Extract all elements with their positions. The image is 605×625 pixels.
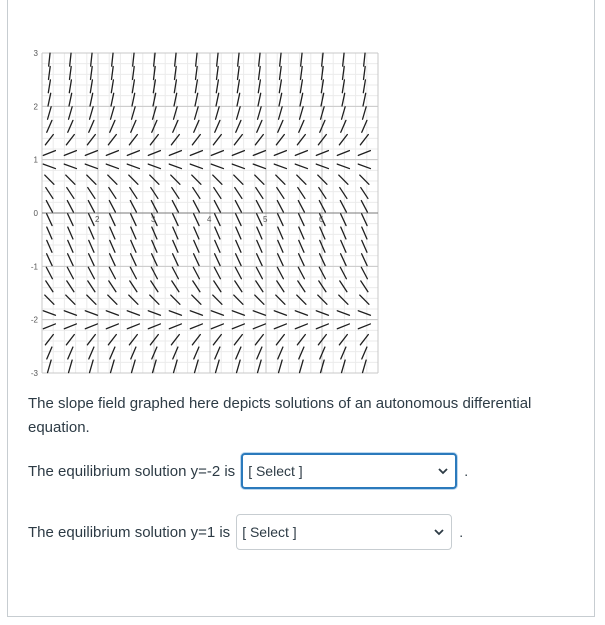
slope-segment [358, 164, 370, 168]
chevron-down-icon [434, 527, 444, 537]
slope-segment [235, 188, 242, 199]
slope-segment [236, 240, 241, 252]
slope-segment [175, 53, 176, 66]
slope-segment [45, 135, 53, 145]
slope-segment [88, 188, 95, 199]
slope-segment [195, 80, 197, 93]
slope-segment [362, 120, 367, 132]
slope-segment [257, 120, 262, 132]
y-tick-label: 3 [33, 49, 38, 58]
x-tick-label: 6 [319, 215, 324, 224]
slope-segment [339, 135, 347, 145]
slope-segment [234, 175, 243, 184]
slope-segment [234, 335, 242, 345]
slope-segment [68, 227, 73, 239]
slope-segment [216, 80, 218, 93]
slope-segment [259, 67, 261, 80]
y-tick-label: 0 [33, 209, 38, 218]
slope-segment [364, 53, 365, 66]
slope-segment [172, 281, 179, 292]
slope-segment [257, 347, 262, 359]
slope-segment [295, 311, 307, 315]
slope-segment [190, 324, 202, 329]
slope-segment [213, 175, 222, 184]
slope-segment [169, 151, 181, 156]
slope-segment [87, 175, 96, 184]
equilibrium-neg2-select[interactable] [241, 453, 457, 489]
question-label-2: The equilibrium solution y=1 is [28, 523, 231, 541]
slope-segment [274, 324, 286, 329]
slope-segment [295, 324, 307, 329]
slope-segment [277, 188, 284, 199]
slope-segment [256, 188, 263, 199]
slope-segment [279, 80, 281, 93]
slope-segment [190, 311, 202, 315]
slope-segment [64, 164, 76, 168]
slope-segment [298, 281, 305, 292]
slope-segment [232, 311, 244, 315]
slope-segment [130, 281, 137, 292]
slope-segment [255, 135, 263, 145]
slope-segment [106, 151, 118, 156]
slope-segment [278, 120, 283, 132]
slope-segment [215, 347, 220, 359]
slope-segment [297, 135, 305, 145]
slope-segment [89, 240, 94, 252]
slope-segment [130, 188, 137, 199]
slope-segment [87, 295, 96, 304]
slope-segment [112, 53, 113, 66]
slope-segment [339, 295, 348, 304]
slope-segment [362, 347, 367, 359]
slope-segment [343, 53, 344, 66]
slope-segment [213, 335, 221, 345]
slope-segment [87, 335, 95, 345]
slope-segment [66, 135, 74, 145]
slope-segment [88, 281, 95, 292]
slope-segment [67, 188, 74, 199]
x-tick-label: 2 [95, 215, 100, 224]
slope-segment [215, 120, 220, 132]
slope-segment [68, 240, 73, 252]
slope-segment [235, 281, 242, 292]
slope-segment [360, 175, 369, 184]
slope-segment [217, 53, 218, 66]
slope-segment [341, 227, 346, 239]
slope-segment [47, 227, 52, 239]
slope-segment [129, 335, 137, 345]
slope-segment [215, 227, 220, 239]
slope-segment [171, 135, 179, 145]
slope-segment [173, 240, 178, 252]
slope-segment [363, 80, 365, 93]
slope-segment [258, 80, 260, 93]
slope-segment [47, 240, 52, 252]
slope-segment [300, 80, 302, 93]
slope-segment [91, 53, 92, 66]
slope-segment [362, 240, 367, 252]
slope-segment [47, 347, 52, 359]
slope-segment [337, 151, 349, 156]
slope-segment [297, 175, 306, 184]
slope-segment [190, 151, 202, 156]
slope-segment [46, 188, 53, 199]
slope-segment [169, 311, 181, 315]
slope-segment [340, 281, 347, 292]
slope-segment [214, 281, 221, 292]
question-row-1 [28, 453, 468, 489]
slope-segment [132, 80, 134, 93]
slope-segment [337, 164, 349, 168]
slope-segment [358, 151, 370, 156]
slope-segment [278, 227, 283, 239]
period-2: . [459, 524, 464, 540]
slope-segment [173, 347, 178, 359]
slope-segment [234, 295, 243, 304]
slope-segment [129, 135, 137, 145]
slope-segment [214, 188, 221, 199]
y-tick-label: -2 [30, 315, 38, 325]
slope-segment [190, 164, 202, 168]
slope-segment [358, 311, 370, 315]
slope-segment [341, 120, 346, 132]
slope-segment [133, 67, 135, 80]
slope-segment [232, 324, 244, 329]
slope-segment [45, 175, 54, 184]
slope-segment [301, 53, 302, 66]
slope-segment [129, 175, 138, 184]
slope-segment [340, 188, 347, 199]
slope-segment [89, 347, 94, 359]
slope-segment [337, 324, 349, 329]
x-tick-label: 5 [263, 215, 268, 224]
slope-segment [67, 281, 74, 292]
slope-segment [64, 311, 76, 315]
slope-segment [68, 347, 73, 359]
slope-segment [298, 188, 305, 199]
question-prompt: The slope field graphed here depicts solutions of an autonomous differential equation. [28, 395, 532, 436]
slope-segment [91, 67, 93, 80]
slope-segment [169, 324, 181, 329]
slope-segment [47, 120, 52, 132]
slope-segment [255, 335, 263, 345]
slope-segment [339, 335, 347, 345]
slope-segment [297, 295, 306, 304]
slope-segment [172, 188, 179, 199]
y-tick-label: -3 [30, 369, 38, 378]
slope-segment [110, 227, 115, 239]
slope-segment [295, 151, 307, 156]
slope-segment [213, 135, 221, 145]
slope-segment [49, 67, 51, 80]
slope-segment [360, 295, 369, 304]
slope-segment [215, 240, 220, 252]
slope-segment [257, 227, 262, 239]
slope-segment [364, 67, 366, 80]
slope-segment [196, 67, 198, 80]
slope-segment [109, 281, 116, 292]
slope-segment [280, 53, 281, 66]
slope-field-plot [26, 43, 382, 383]
y-tick-label: 2 [33, 102, 38, 112]
slope-segment [46, 281, 53, 292]
slope-segment [278, 240, 283, 252]
slope-segment [278, 347, 283, 359]
question-row-2 [28, 514, 463, 550]
y-tick-label: -1 [30, 262, 38, 272]
select-value-1: [ Select ] [248, 463, 303, 479]
slope-segment [256, 281, 263, 292]
slope-segment [64, 151, 76, 156]
slope-segment [129, 295, 138, 304]
slope-segment [192, 175, 201, 184]
slope-segment [109, 188, 116, 199]
slope-segment [274, 164, 286, 168]
slope-segment [169, 164, 181, 168]
select-value-2: [ Select ] [242, 524, 297, 540]
slope-segment [255, 175, 264, 184]
slope-segment [112, 67, 114, 80]
slope-segment [127, 324, 139, 329]
slope-segment [236, 347, 241, 359]
chevron-down-icon [438, 466, 448, 476]
slope-segment [89, 120, 94, 132]
slope-segment [297, 335, 305, 345]
slope-segment [173, 227, 178, 239]
y-tick-label: 1 [33, 155, 38, 165]
slope-segment [90, 80, 92, 93]
slope-segment [232, 164, 244, 168]
slope-segment [295, 164, 307, 168]
slope-segment [110, 347, 115, 359]
slope-segment [70, 67, 72, 80]
slope-segment [274, 311, 286, 315]
slope-segment [66, 295, 75, 304]
slope-segment [341, 347, 346, 359]
slope-segment [196, 53, 197, 66]
slope-segment [106, 164, 118, 168]
slope-segment [274, 151, 286, 156]
question-label-1: The equilibrium solution y=-2 is [28, 462, 236, 480]
slope-segment [45, 335, 53, 345]
period-1: . [464, 463, 469, 479]
slope-segment [111, 80, 113, 93]
slope-segment [194, 347, 199, 359]
slope-segment [362, 227, 367, 239]
slope-segment [358, 324, 370, 329]
slope-segment [257, 240, 262, 252]
x-tick-label: 3 [151, 215, 156, 224]
slope-segment [127, 164, 139, 168]
slope-segment [171, 295, 180, 304]
slope-segment [127, 311, 139, 315]
slope-segment [194, 227, 199, 239]
slope-segment [87, 135, 95, 145]
slope-segment [49, 53, 50, 66]
slope-field-svg [26, 43, 382, 383]
slope-segment [237, 80, 239, 93]
slope-segment [217, 67, 219, 80]
slope-segment [110, 240, 115, 252]
slope-segment [69, 80, 71, 93]
slope-segment [106, 311, 118, 315]
slope-segment [127, 151, 139, 156]
slope-segment [171, 335, 179, 345]
slope-segment [339, 175, 348, 184]
slope-segment [133, 53, 134, 66]
slope-segment [236, 120, 241, 132]
slope-segment [236, 227, 241, 239]
slope-segment [194, 120, 199, 132]
slope-segment [106, 324, 118, 329]
equilibrium-1-select[interactable] [236, 514, 452, 550]
slope-segment [70, 53, 71, 66]
slope-segment [171, 175, 180, 184]
slope-segment [259, 53, 260, 66]
slope-segment [48, 80, 50, 93]
slope-segment [301, 67, 303, 80]
slope-segment [255, 295, 264, 304]
slope-segment [45, 295, 54, 304]
slope-segment [232, 151, 244, 156]
slope-segment [337, 311, 349, 315]
slope-segment [68, 120, 73, 132]
slope-segment [66, 335, 74, 345]
slope-segment [192, 295, 201, 304]
slope-segment [277, 281, 284, 292]
slope-segment [213, 295, 222, 304]
slope-segment [234, 135, 242, 145]
slope-segment [173, 120, 178, 132]
slope-segment [110, 120, 115, 132]
slope-segment [66, 175, 75, 184]
slope-segment [341, 240, 346, 252]
x-tick-label: 4 [207, 215, 212, 224]
slope-segment [280, 67, 282, 80]
slope-segment [89, 227, 94, 239]
slope-segment [194, 240, 199, 252]
slope-segment [238, 53, 239, 66]
slope-segment [64, 324, 76, 329]
slope-segment [238, 67, 240, 80]
